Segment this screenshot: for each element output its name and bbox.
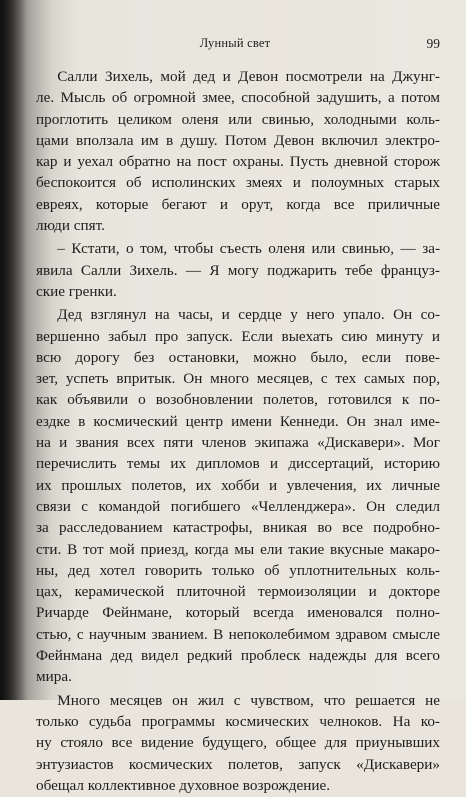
text-line: кар и уехал обратно на пост охраны. Пусть дневной сторож (36, 153, 440, 171)
text-line: цах, керамической плиточной термоизоляции и докторе (36, 583, 440, 601)
text-line: – Кстати, о том, чтобы съесть оленя или свинью, — за- (57, 240, 440, 258)
running-title: Лунный свет (199, 36, 271, 50)
text-line: евреях, которые бегают и орут, когда все приличные (36, 195, 440, 213)
text-line: ские гренки. (36, 282, 117, 300)
text-line: Много месяцев он жил с чувством, что решается не (57, 691, 440, 709)
text-line: всю дорогу без остановки, можно было, если пове- (36, 348, 440, 366)
text-line: перечислить темы их дипломов и диссертаций, историю (36, 455, 440, 473)
text-line: только судьба программы космических челноков. На ко- (36, 712, 440, 730)
text-line: ну стояло все видение будущего, общее для приунывших (36, 734, 440, 752)
page-header (30, 36, 440, 56)
text-line: ле. Мысль об огромной змее, способной задушить, а потом (36, 89, 440, 107)
spine-shadow (0, 0, 26, 700)
text-line: энтузиастов космических полетов, запуск «Дискавери» (36, 755, 440, 773)
text-line: обещал коллективное духовное возрождение. (36, 776, 331, 794)
text-line: Ричарде Фейнмане, который всегда именовался полно- (36, 604, 440, 622)
text-line: ны, дед хотел говорить только об уплотнительных коль- (36, 561, 440, 579)
text-line: ездке в космический центр имени Кеннеди. Он знал име- (36, 412, 440, 430)
text-line: как объявили о возобновлении полетов, готовился к по- (36, 391, 440, 409)
text-line: явила Салли Зихель. — Я могу поджарить тебе француз- (36, 261, 440, 279)
paragraph (36, 66, 440, 236)
text-line: их прошлых полетов, их хобби и увлечения, их личные (36, 476, 440, 494)
paragraph (36, 690, 440, 796)
text-line: сти. В тот мой приезд, когда мы ели такие вкусные макаро- (36, 540, 440, 558)
body-text (36, 66, 440, 797)
text-line: люди спят. (36, 217, 105, 235)
text-line: мира. (36, 668, 72, 686)
text-line: Салли Зихель, мой дед и Девон посмотрели на Джунг- (57, 68, 440, 85)
text-line: Фейнмана дед видел редкий проблеск надежды для всего (36, 647, 440, 665)
text-line: за расследованием катастрофы, вникая во все подробно- (36, 519, 440, 537)
text-line: зет, успеть впритык. Он много месяцев, с тех самых пор, (36, 370, 440, 388)
paragraph (36, 238, 440, 302)
text-line: беспокоится об исполинских змеях и полоумных старых (36, 174, 440, 192)
text-line: связи с командой погибшего «Челленджера». Он следил (36, 497, 440, 515)
page-number: 99 (426, 36, 440, 51)
text-line: стью, с научным званием. В непоколебимом здравом смысле (36, 625, 440, 643)
text-line: на и звания всех пяти членов экипажа «Дискавери». Мог (36, 434, 440, 452)
text-line: цами вползала им в душу. Потом Девон включил электро- (36, 131, 440, 149)
text-line: проглотить целиком оленя или свинью, холодными коль- (36, 110, 440, 128)
paragraph (36, 304, 440, 687)
text-line: Дед взглянул на часы, и сердце у него упало. Он со- (57, 306, 440, 324)
text-line: вершенно забыл про запуск. Если выехать сию минуту и (36, 327, 440, 345)
